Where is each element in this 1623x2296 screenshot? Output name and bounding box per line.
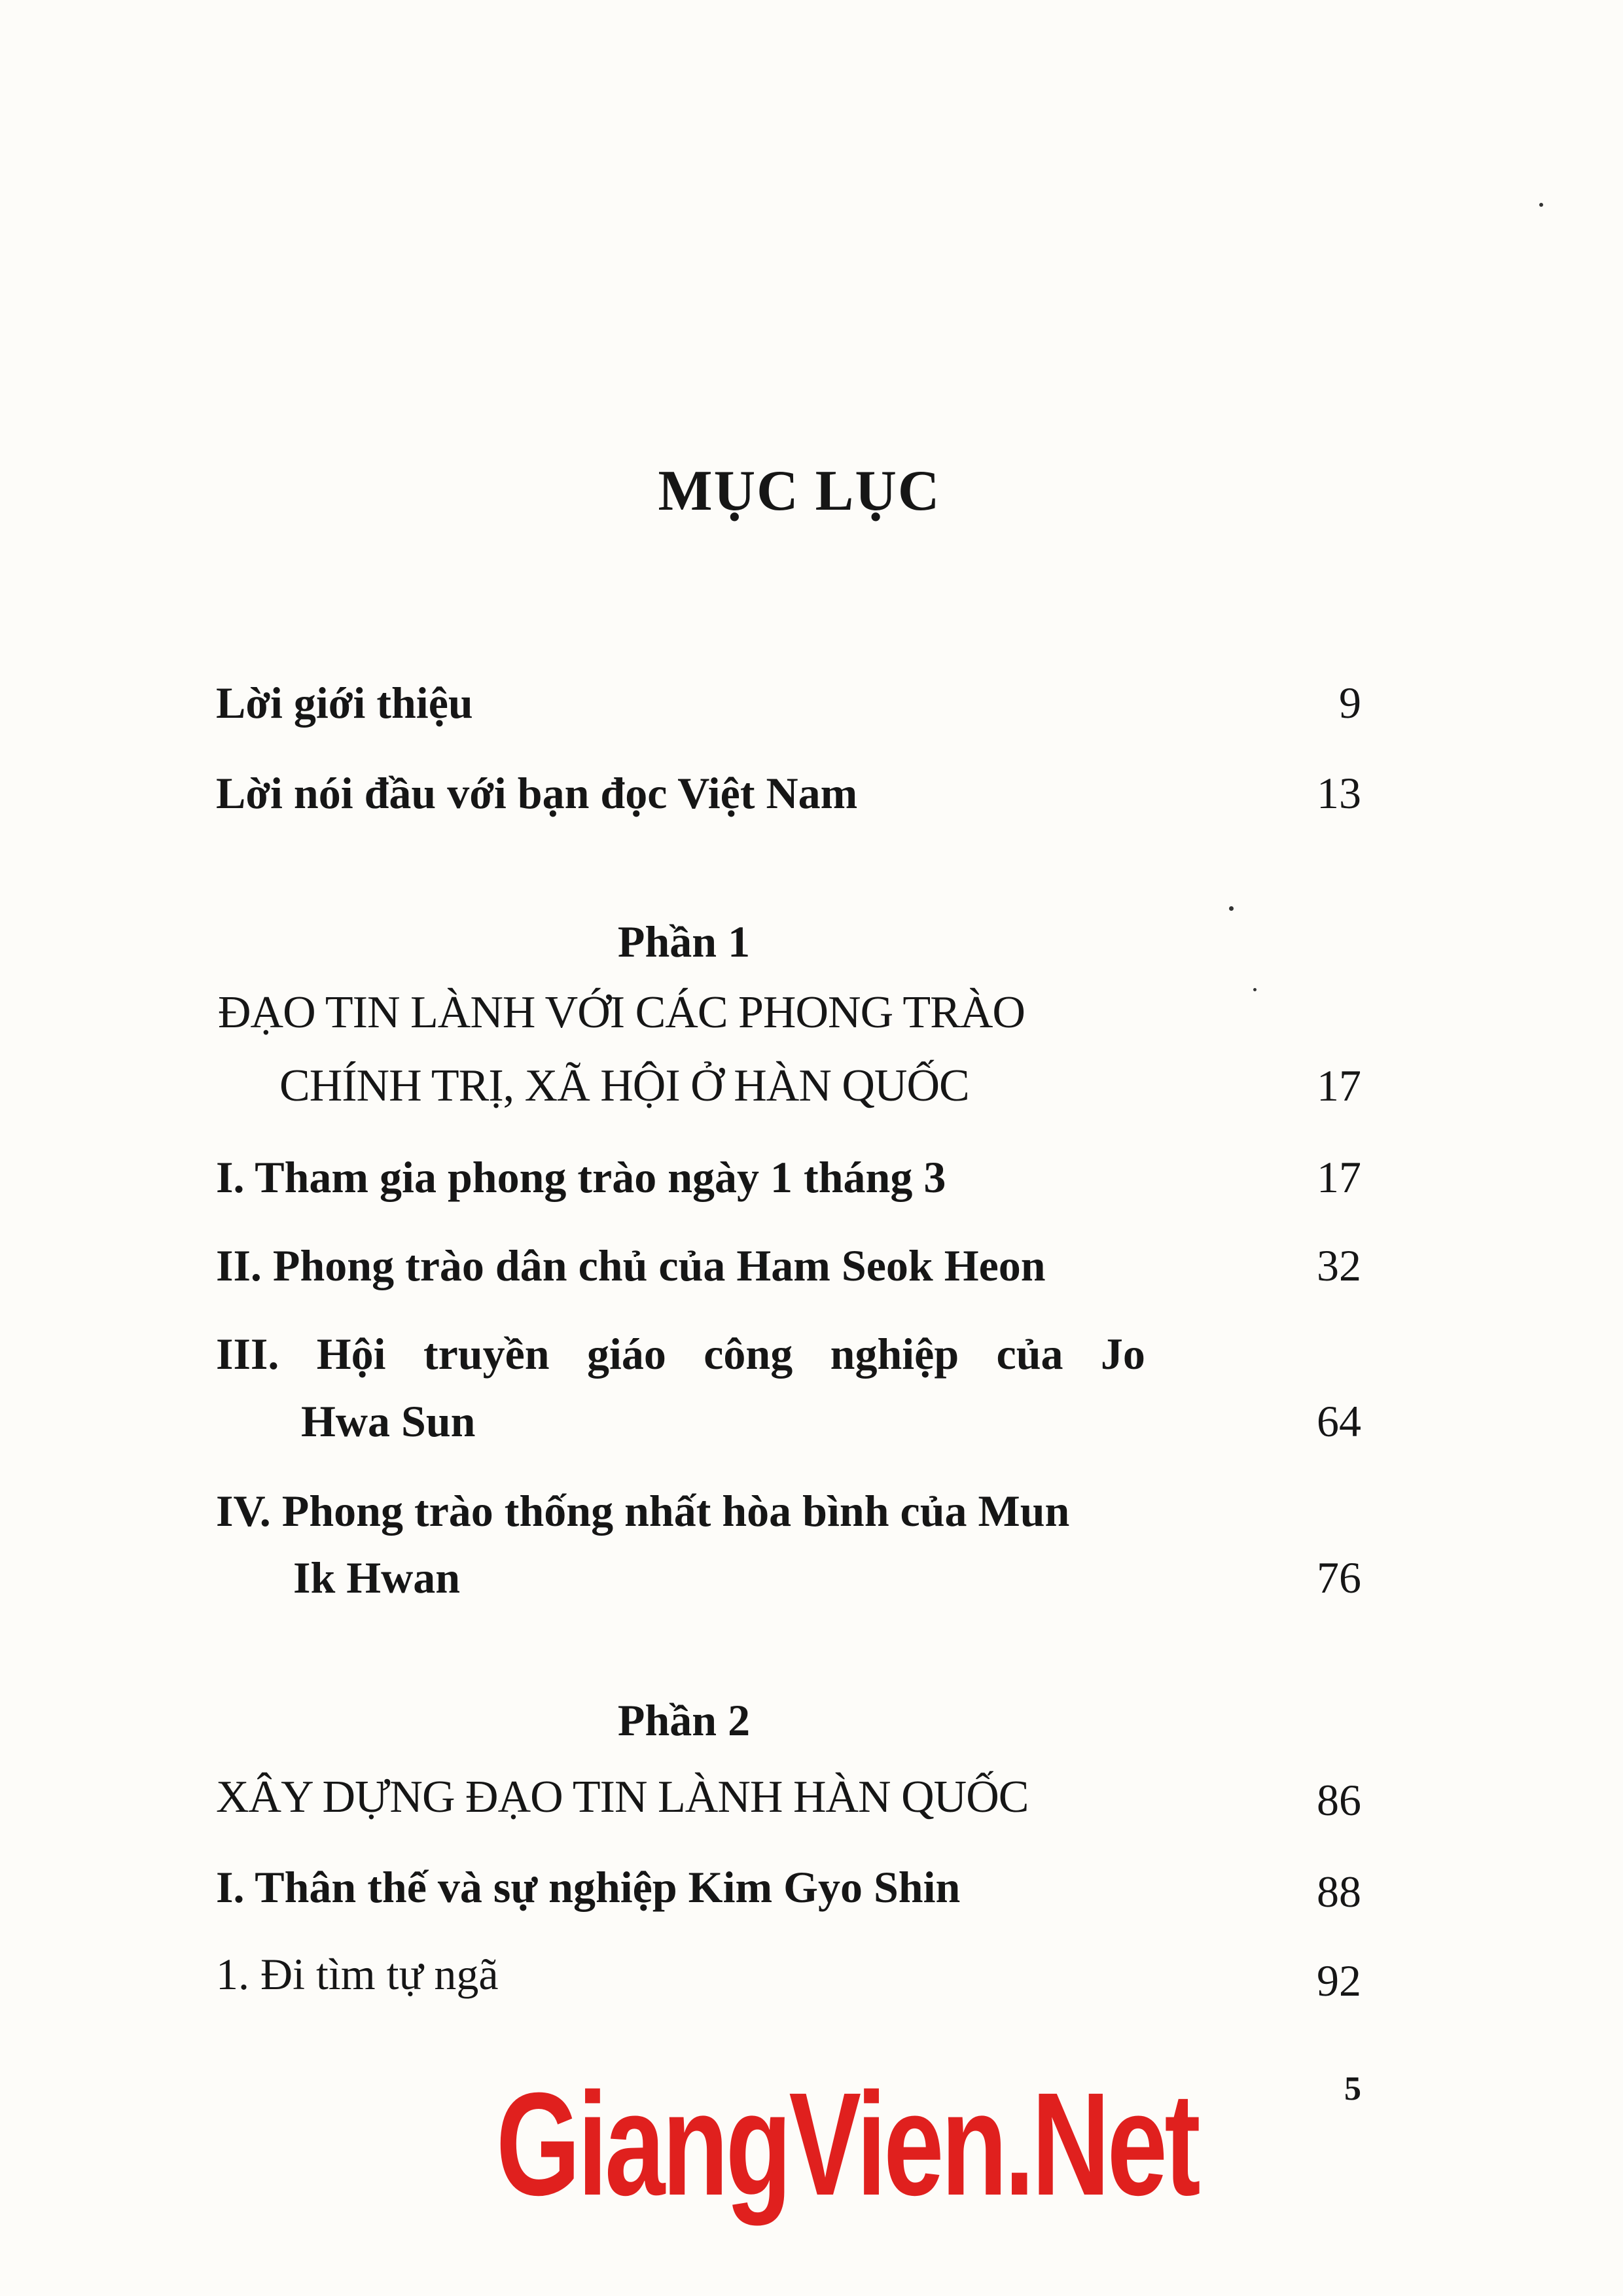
toc-entry-2-2: 1. Đi tìm tự ngã bbox=[216, 1949, 499, 1999]
part-1-page: 17 bbox=[1317, 1061, 1361, 1110]
part-2-page: 86 bbox=[1317, 1775, 1361, 1825]
toc-entry-1-4-line-2: Ik Hwan bbox=[293, 1553, 461, 1602]
toc-page-1-2: 32 bbox=[1317, 1241, 1361, 1290]
toc-entry-2-1: I. Thân thế và sự nghiệp Kim Gyo Shin bbox=[216, 1862, 961, 1912]
part-2-title: XÂY DỰNG ĐẠO TIN LÀNH HÀN QUỐC bbox=[216, 1772, 1029, 1822]
word: của bbox=[996, 1329, 1063, 1379]
word: Jo bbox=[1100, 1329, 1145, 1379]
toc-page-introduction: 9 bbox=[1339, 678, 1361, 728]
word: nghiệp bbox=[830, 1329, 959, 1379]
page-title: MỤC LỤC bbox=[658, 459, 941, 523]
word: Hội bbox=[316, 1329, 386, 1379]
watermark-logo: GiangVien.Net bbox=[496, 2062, 1198, 2226]
footer-page-number: 5 bbox=[1344, 2070, 1361, 2108]
toc-entry-1-3-line-1 bbox=[216, 1328, 1145, 1380]
part-1-title-line-2: CHÍNH TRỊ, XÃ HỘI Ở HÀN QUỐC bbox=[279, 1061, 969, 1111]
toc-entry-1-2: II. Phong trào dân chủ của Ham Seok Heon bbox=[216, 1241, 1046, 1290]
toc-entry-1-4-line-1: IV. Phong trào thống nhất hòa bình của Mun bbox=[216, 1486, 1070, 1536]
part-1-label: Phần 1 bbox=[617, 917, 751, 966]
part-1-title-line-1: ĐẠO TIN LÀNH VỚI CÁC PHONG TRÀO bbox=[218, 987, 1025, 1038]
toc-entry-1-1: I. Tham gia phong trào ngày 1 tháng 3 bbox=[216, 1152, 946, 1202]
word: công bbox=[704, 1329, 793, 1379]
toc-page-1-4: 76 bbox=[1317, 1553, 1361, 1602]
toc-page-foreword: 13 bbox=[1317, 768, 1361, 818]
toc-entry-introduction: Lời giới thiệu bbox=[216, 678, 473, 728]
toc-entry-foreword: Lời nói đầu với bạn đọc Việt Nam bbox=[216, 768, 858, 818]
toc-entry-1-3-line-2: Hwa Sun bbox=[301, 1396, 476, 1446]
word: III. bbox=[216, 1329, 279, 1379]
scan-speck bbox=[1229, 906, 1234, 911]
scan-speck bbox=[1539, 203, 1543, 207]
word: giáo bbox=[586, 1329, 666, 1379]
part-2-label: Phần 2 bbox=[617, 1695, 751, 1745]
toc-page-1-3: 64 bbox=[1317, 1396, 1361, 1446]
word: truyền bbox=[423, 1329, 550, 1379]
toc-page-2-2: 92 bbox=[1317, 1956, 1361, 2005]
toc-page-2-1: 88 bbox=[1317, 1867, 1361, 1916]
toc-page-1-1: 17 bbox=[1317, 1152, 1361, 1202]
scan-speck bbox=[1253, 988, 1257, 991]
